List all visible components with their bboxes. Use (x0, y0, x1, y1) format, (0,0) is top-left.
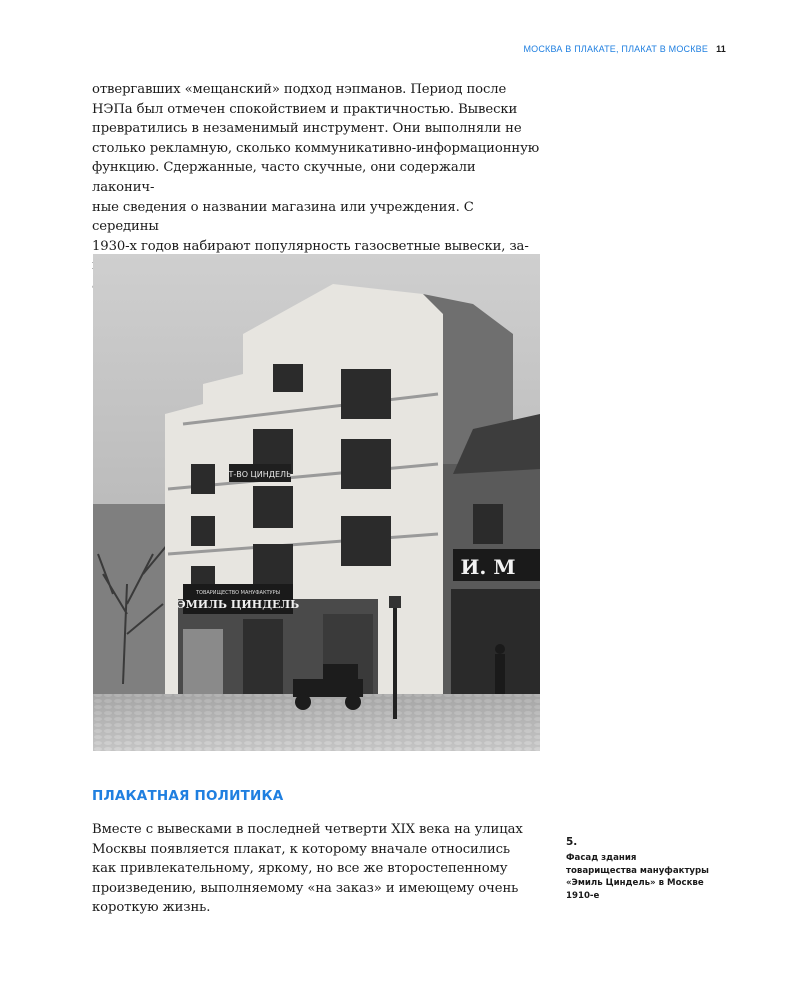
section-heading: ПЛАКАТНАЯ ПОЛИТИКА (92, 788, 284, 804)
sign-main-text: ЭМИЛЬ ЦИНДЕЛЬ (176, 598, 300, 611)
figure-caption (566, 836, 726, 902)
sign-top-text: Т-ВО ЦИНДЕЛЬ (228, 470, 292, 479)
building-facade-illustration (93, 254, 540, 751)
section-paragraph: Вместе с вывесками в последней четверти XIX века на улицах Москвы появляется плакат, к которому вначале относились как привлекательному, яркому, но все же второстепенному произведению, выполняемому «на заказ» и имеющему очень короткую жизнь. (92, 822, 523, 916)
running-title: МОСКВА В ПЛАКАТЕ, ПЛАКАТ В МОСКВЕ (523, 44, 709, 54)
caption-number: 5. (566, 836, 578, 848)
caption-text: Фасад здания товарищества мануфактуры «Эмиль Циндель» в Москве 1910-е (566, 853, 709, 901)
sign-right-text: И. М (460, 555, 516, 579)
running-header (523, 44, 726, 54)
building-photo (93, 254, 540, 751)
intro-paragraph: отвергавших «мещанский» подход нэпманов. Период после НЭПа был отмечен спокойствием и практичностью. Вывески превратились в незаменимый инструмент. Они выполняли не столько рекламную, сколько коммуникативно-информационную функцию. Сдержанные, часто скучные, они содержали лаконич- ные сведения о названии магазина или учреждения. С середины 1930-х годов набирают популярность газосветные вывески, за- (92, 82, 540, 254)
page-number: 11 (716, 44, 726, 54)
sign-main-small-text: ТОВАРИЩЕСТВО МАНУФАКТУРЫ (195, 590, 281, 596)
